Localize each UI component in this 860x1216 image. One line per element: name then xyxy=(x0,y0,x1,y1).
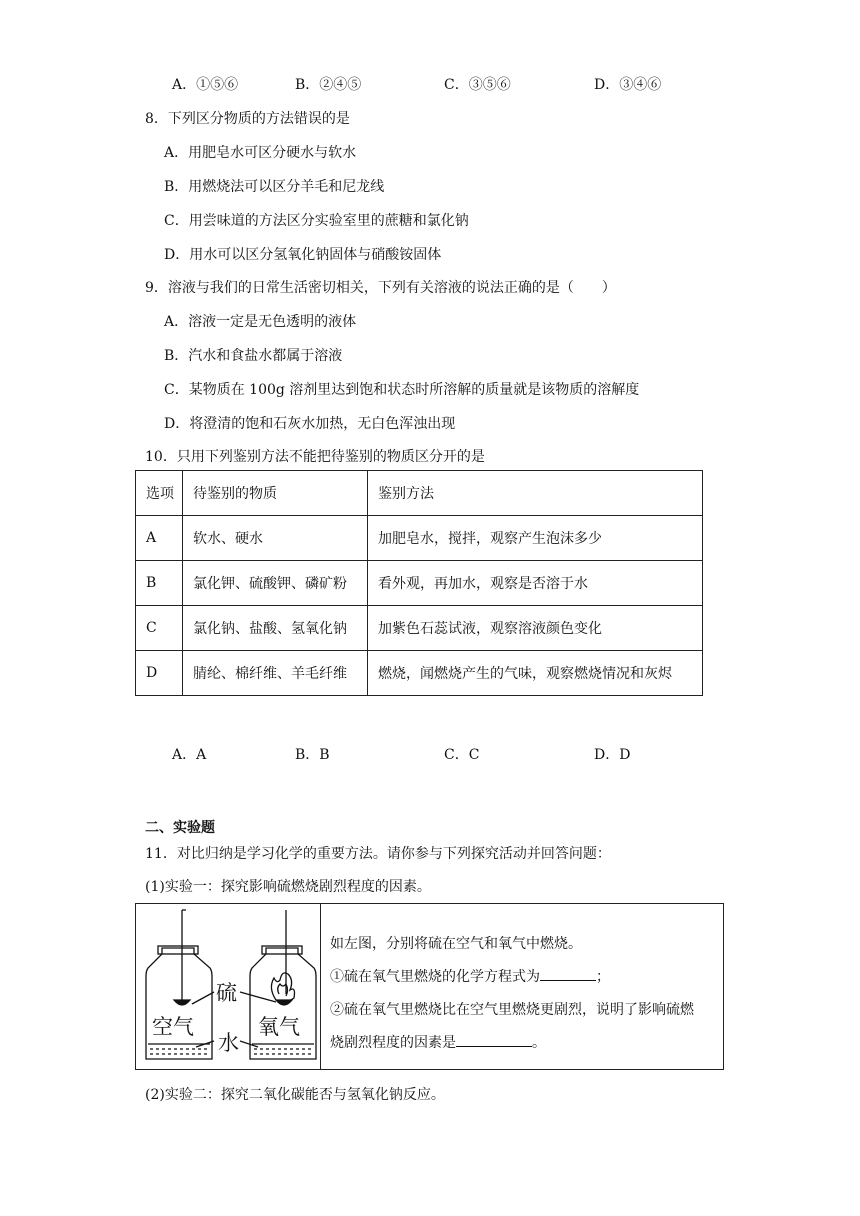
q7-option-b: B．②④⑤ xyxy=(295,77,362,93)
table-cell: 加紫色石蕊试液，观察溶液颜色变化 xyxy=(368,606,703,651)
q7-option-a: A．①⑤⑥ xyxy=(172,77,239,93)
table-cell: C xyxy=(136,606,183,651)
table-header-cell: 鉴别方法 xyxy=(368,471,703,516)
label-oxygen: 氧气 xyxy=(258,1015,300,1039)
q9-option-c: C．某物质在 100g 溶剂里达到饱和状态时所溶解的质量就是该物质的溶解度 xyxy=(164,382,640,398)
table-cell: 氯化钠、盐酸、氢氧化钠 xyxy=(183,606,368,651)
label-water: 水 xyxy=(218,1031,239,1055)
q10-option-b: B．B xyxy=(295,747,330,763)
label-air: 空气 xyxy=(152,1015,194,1039)
table-cell: 燃烧，闻燃烧产生的气味，观察燃烧情况和灰烬 xyxy=(368,651,703,696)
sulfur-combustion-diagram xyxy=(136,904,320,1069)
experiment-1-line-1: 如左图，分别将硫在空气和氧气中燃烧。 xyxy=(330,936,582,952)
table-row xyxy=(136,651,703,696)
experiment-1-line-4 xyxy=(330,1032,546,1052)
q8-option-b: B．用燃烧法可以区分羊毛和尼龙线 xyxy=(164,179,385,195)
q10-table xyxy=(135,470,703,696)
equation-suffix: ； xyxy=(596,969,610,985)
table-header-cell: 选项 xyxy=(136,471,183,516)
table-cell: 看外观，再加水，观察是否溶于水 xyxy=(368,561,703,606)
q10-option-c: C．C xyxy=(444,747,480,763)
section-title: 二、实验题 xyxy=(145,820,215,836)
q9-option-b: B．汽水和食盐水都属于溶液 xyxy=(164,348,343,364)
table-header-cell: 待鉴别的物质 xyxy=(183,471,368,516)
table-cell: 加肥皂水，搅拌，观察产生泡沫多少 xyxy=(368,516,703,561)
q8-option-a: A．用肥皂水可区分硬水与软水 xyxy=(164,145,357,161)
experiment-2-title: (2)实验二：探究二氧化碳能否与氢氧化钠反应。 xyxy=(145,1087,445,1103)
equation-prompt: ①硫在氧气里燃烧的化学方程式为 xyxy=(330,969,540,985)
answer-blank-factor[interactable] xyxy=(456,1034,532,1047)
table-cell: 腈纶、棉纤维、羊毛纤维 xyxy=(183,651,368,696)
q11-stem: 11．对比归纳是学习化学的重要方法。请你参与下列探究活动并回答问题： xyxy=(145,846,611,862)
answer-blank-equation[interactable] xyxy=(540,968,596,981)
table-cell: 氯化钾、硫酸钾、磷矿粉 xyxy=(183,561,368,606)
q9-option-a: A．溶液一定是无色透明的液体 xyxy=(164,314,357,330)
table-header-row xyxy=(136,471,703,516)
table-row xyxy=(136,561,703,606)
q8-option-c: C．用尝味道的方法区分实验室里的蔗糖和氯化钠 xyxy=(164,213,469,229)
q8-stem: 8．下列区分物质的方法错误的是 xyxy=(145,111,350,127)
table-cell: A xyxy=(136,516,183,561)
table-cell: B xyxy=(136,561,183,606)
q8-option-d: D．用水可以区分氢氧化钠固体与硝酸铵固体 xyxy=(164,247,442,263)
q10-option-a: A．A xyxy=(172,747,207,763)
experiment-1-box xyxy=(135,903,724,1070)
factor-prompt: 烧剧烈程度的因素是 xyxy=(330,1035,456,1051)
table-row xyxy=(136,516,703,561)
experiment-1-title: (1)实验一：探究影响硫燃烧剧烈程度的因素。 xyxy=(145,879,431,895)
table-cell: 软水、硬水 xyxy=(183,516,368,561)
table-cell: D xyxy=(136,651,183,696)
experiment-1-line-3: ②硫在氧气里燃烧比在空气里燃烧更剧烈，说明了影响硫燃 xyxy=(330,1002,694,1018)
q10-option-d: D．D xyxy=(594,747,631,763)
q9-stem: 9．溶液与我们的日常生活密切相关，下列有关溶液的说法正确的是（ ） xyxy=(145,280,616,296)
q7-option-d: D．③④⑥ xyxy=(594,77,662,93)
table-row xyxy=(136,606,703,651)
q9-option-d: D．将澄清的饱和石灰水加热，无白色浑浊出现 xyxy=(164,416,456,432)
factor-suffix: 。 xyxy=(532,1035,546,1051)
experiment-1-line-2 xyxy=(330,966,610,986)
label-sulfur: 硫 xyxy=(216,981,237,1005)
q7-option-c: C．③⑤⑥ xyxy=(444,77,511,93)
q10-stem: 10．只用下列鉴别方法不能把待鉴别的物质区分开的是 xyxy=(145,449,485,465)
box-divider xyxy=(320,904,321,1069)
